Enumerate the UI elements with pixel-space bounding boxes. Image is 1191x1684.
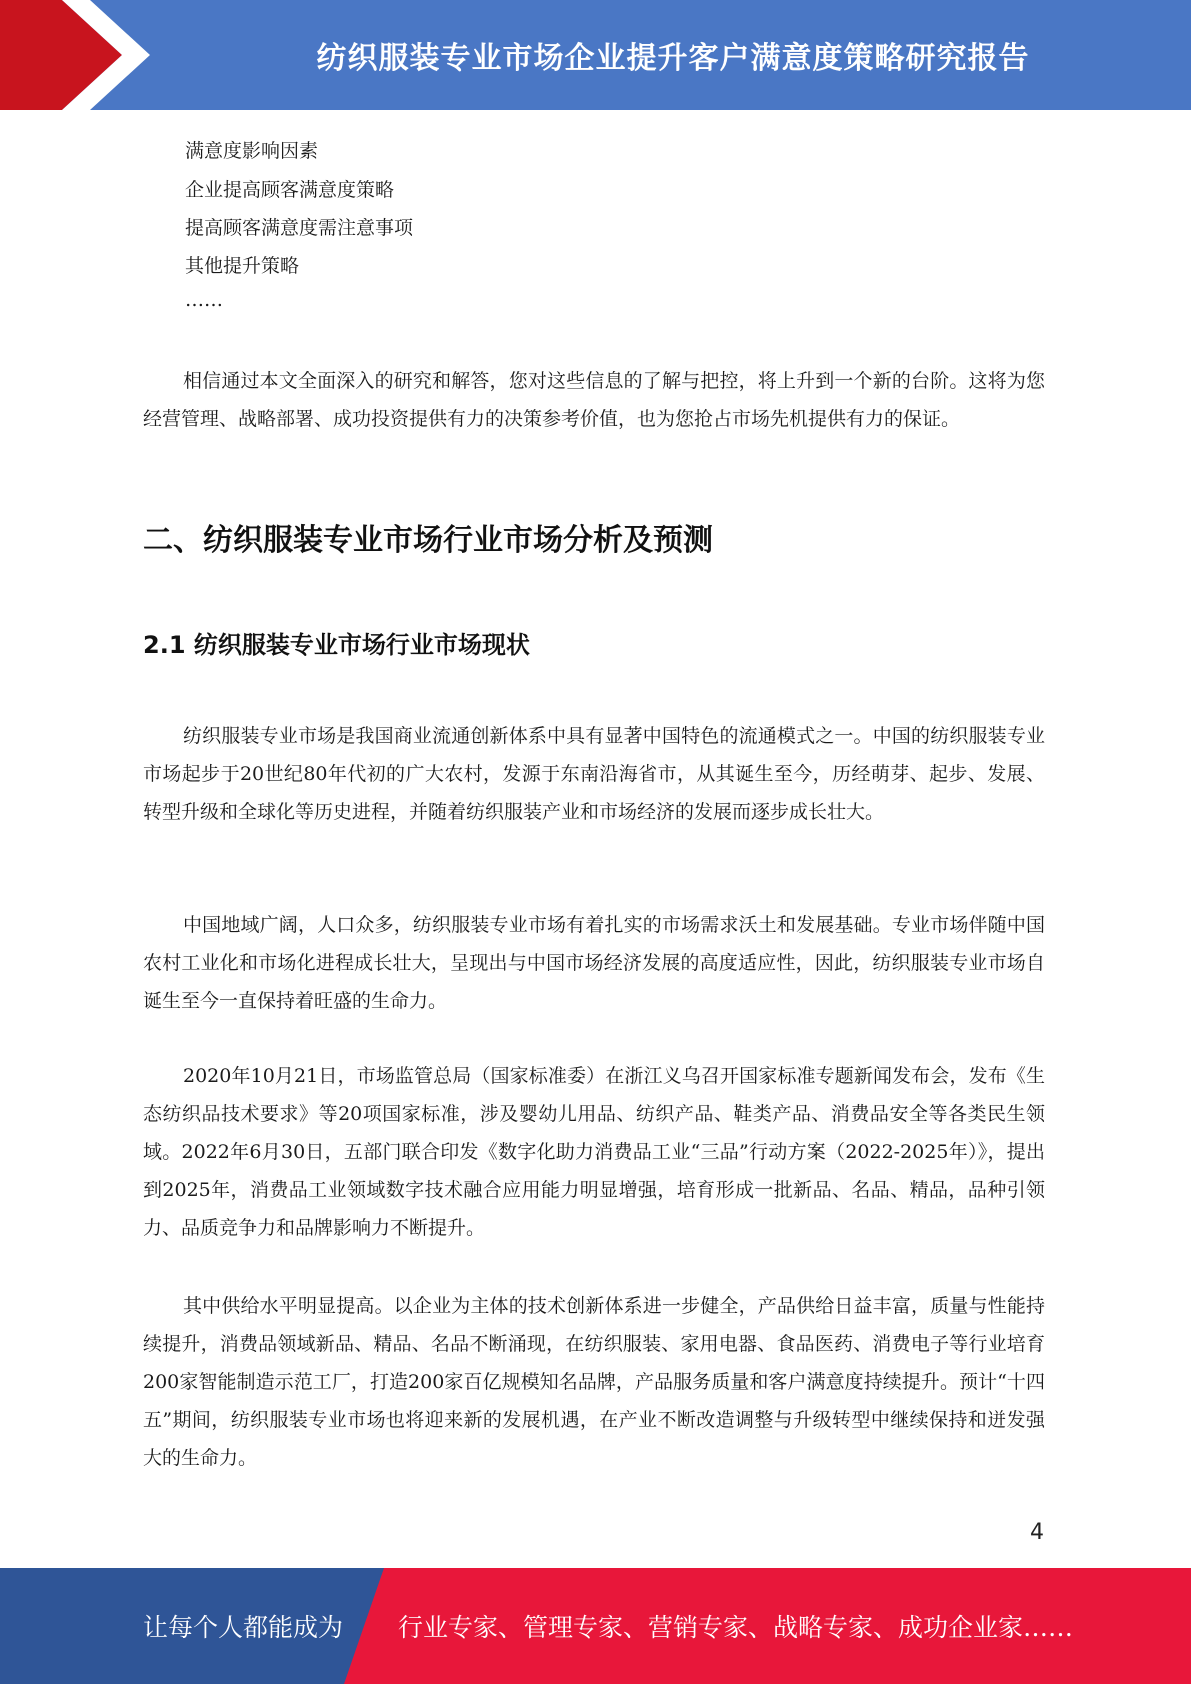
body-paragraph: 纺织服装专业市场是我国商业流通创新体系中具有显著中国特色的流通模式之一。中国的纺织服装专业市场起步于20世纪80年代初的广大农村，发源于东南沿海省市，从其诞生至今，历经萌芽、起步、发展、转型升级和全球化等历史进程，并随着纺织服装产业和市场经济的发展而逐步成长壮大。 xyxy=(143,725,1045,823)
subsection-heading: 2.1 纺织服装专业市场行业市场现状 xyxy=(143,631,530,659)
body-paragraph: 中国地域广阔，人口众多，纺织服装专业市场有着扎实的市场需求沃土和发展基础。专业市场伴随中国农村工业化和市场化进程成长壮大，呈现出与中国市场经济发展的高度适应性，因此，纺织服装专业市场自诞生至今一直保持着旺盛的生命力。 xyxy=(143,914,1045,1012)
toc-item: 企业提高顾客满意度策略 xyxy=(185,179,395,201)
intro-paragraph: 相信通过本文全面深入的研究和解答，您对这些信息的了解与把控，将上升到一个新的台阶。这将为您经营管理、战略部署、成功投资提供有力的决策参考价值，也为您抢占市场先机提供有力的保证。 xyxy=(143,370,1045,430)
body-paragraph: 2020年10月21日，市场监管总局（国家标准委）在浙江义乌召开国家标准专题新闻发布会，发布《生态纺织品技术要求》等20项国家标准，涉及婴幼儿用品、纺织产品、鞋类产品、消费品安全等各类民生领域。2022年6月30日，五部门联合印发《数字化助力消费品工业“三品”行动方案（2022-2025年）》，提出到2025年，消费品工业领域数字技术融合应用能力明显增强，培育形成一批新品、名品、精品，品种引领力、品质竞争力和品牌影响力不断提升。 xyxy=(143,1065,1045,1239)
header-title: 纺织服装专业市场企业提升客户满意度策略研究报告 xyxy=(316,41,1030,76)
page-footer xyxy=(0,1568,1191,1684)
page-number: 4 xyxy=(1030,1520,1044,1545)
body-paragraph: 其中供给水平明显提高。以企业为主体的技术创新体系进一步健全，产品供给日益丰富，质量与性能持续提升，消费品领域新品、精品、名品不断涌现，在纺织服装、家用电器、食品医药、消费电子等行业培育200家智能制造示范工厂，打造200家百亿规模知名品牌，产品服务质量和客户满意度持续提升。预计“十四五”期间，纺织服装专业市场也将迎来新的发展机遇，在产业不断改造调整与升级转型中继续保持和迸发强大的生命力。 xyxy=(143,1295,1045,1469)
toc-item: …… xyxy=(185,289,223,311)
section-heading: 二、纺织服装专业市场行业市场分析及预测 xyxy=(143,523,713,558)
footer-slogan-left: 让每个人都能成为 xyxy=(143,1613,344,1642)
toc-item: 提高顾客满意度需注意事项 xyxy=(185,217,414,239)
toc-item: 其他提升策略 xyxy=(185,255,300,277)
toc-item: 满意度影响因素 xyxy=(185,140,319,162)
footer-slogan-right: 行业专家、管理专家、营销专家、战略专家、成功企业家…… xyxy=(398,1613,1074,1642)
page-header xyxy=(0,0,1191,110)
